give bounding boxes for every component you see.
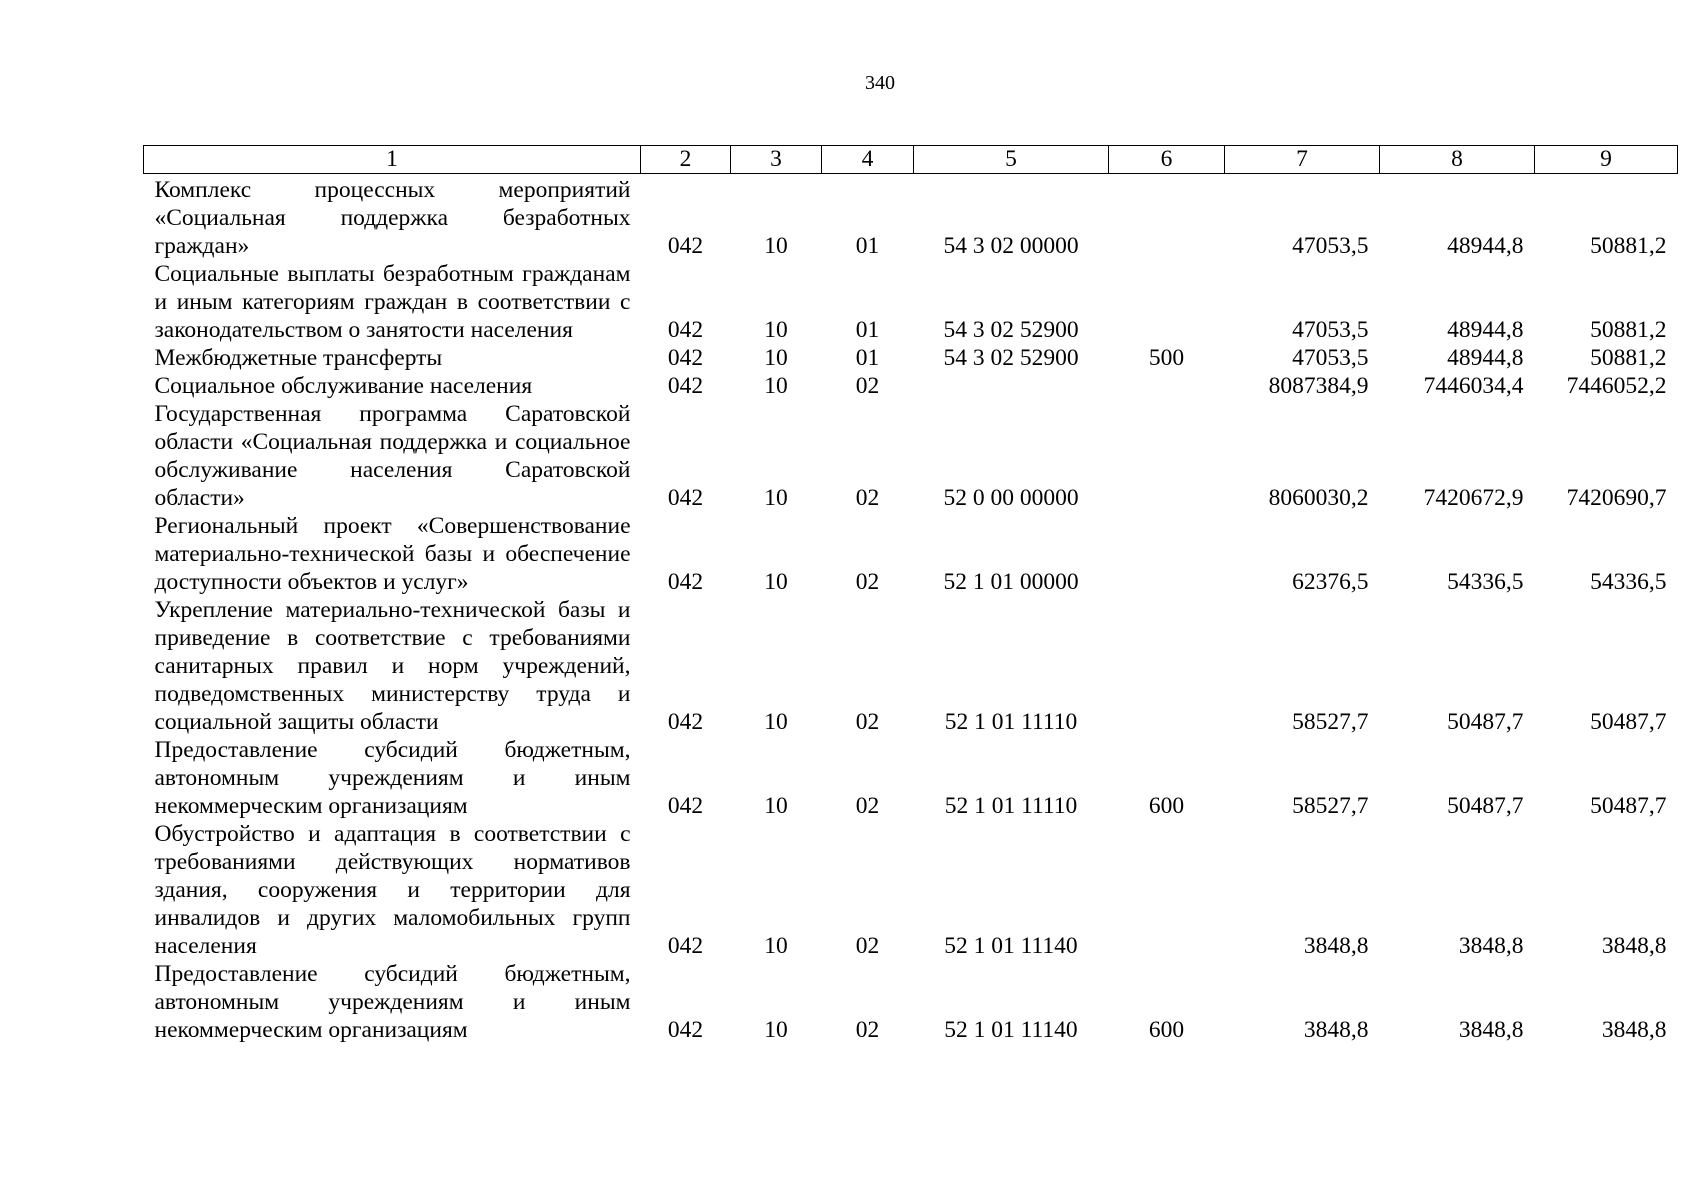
cell-col-5: 52 1 01 11110 [944, 793, 1078, 819]
cell-col-6 [1109, 400, 1225, 512]
column-header-1: 1 [144, 146, 641, 174]
cell-col-4: 02 [855, 709, 880, 735]
column-header-6: 6 [1109, 146, 1225, 174]
cell-col-5: 52 1 01 11140 [944, 1017, 1078, 1043]
cell-col-3: 10 [764, 317, 788, 343]
table-row [144, 372, 1678, 400]
cell-col-7: 8087384,9 [1268, 373, 1369, 399]
cell-col-5: 54 3 02 52900 [943, 345, 1079, 371]
row-name: Государственная программа Саратовской области «Социальная поддержка и социальное обслуживание населения Саратовской области» [154, 401, 631, 511]
column-header-5: 5 [914, 146, 1109, 174]
cell-col-5: 54 3 02 52900 [943, 317, 1079, 343]
cell-col-8: 50487,7 [1447, 793, 1524, 819]
cell-col-8: 7420672,9 [1423, 485, 1524, 511]
cell-col-2: 042 [667, 373, 704, 399]
cell-col-9: 50881,2 [1590, 233, 1667, 259]
cell-col-3: 10 [764, 793, 788, 819]
table-row [144, 174, 1678, 261]
cell-col-8: 7446034,4 [1423, 373, 1524, 399]
cell-col-7: 8060030,2 [1268, 485, 1369, 511]
cell-col-8: 50487,7 [1447, 709, 1524, 735]
column-header-9: 9 [1535, 146, 1678, 174]
column-header-4: 4 [822, 146, 914, 174]
cell-col-8: 54336,5 [1447, 569, 1524, 595]
cell-col-6 [1109, 372, 1225, 400]
cell-col-2: 042 [667, 709, 704, 735]
cell-col-6: 600 [1148, 1017, 1185, 1043]
row-name: Социальное обслуживание населения [154, 373, 533, 399]
cell-col-4: 02 [855, 793, 880, 819]
cell-col-2: 042 [667, 569, 704, 595]
row-name: Предоставление субсидий бюджетным, автономным учреждениям и иным некоммерческим организациям [154, 737, 631, 819]
cell-col-6 [1109, 260, 1225, 344]
cell-col-3: 10 [764, 709, 788, 735]
cell-col-6: 600 [1148, 793, 1185, 819]
cell-col-2: 042 [667, 485, 704, 511]
cell-col-4: 02 [855, 569, 880, 595]
cell-col-9: 7420690,7 [1566, 485, 1667, 511]
cell-col-5: 54 3 02 00000 [943, 233, 1079, 259]
row-name: Региональный проект «Совершенствование материально-технической базы и обеспечение доступности объектов и услуг» [154, 513, 631, 595]
cell-col-3: 10 [764, 569, 788, 595]
row-name: Укрепление материально-технической базы и приведение в соответствие с требованиями санитарных правил и норм учреждений, подведомственных министерству труда и социальной защиты области [154, 597, 631, 735]
cell-col-4: 02 [855, 1017, 880, 1043]
cell-col-8: 48944,8 [1447, 317, 1524, 343]
cell-col-6 [1109, 512, 1225, 596]
table-row [144, 736, 1678, 820]
cell-col-7: 58527,7 [1292, 793, 1369, 819]
cell-col-5 [914, 372, 1109, 400]
cell-col-9: 50487,7 [1590, 793, 1667, 819]
cell-col-9: 3848,8 [1601, 933, 1667, 959]
table-row [144, 260, 1678, 344]
cell-col-4: 02 [855, 933, 880, 959]
cell-col-5: 52 1 01 00000 [943, 569, 1079, 595]
table-row [144, 960, 1678, 1044]
cell-col-9: 7446052,2 [1566, 373, 1667, 399]
table-row [144, 344, 1678, 372]
row-name: Комплекс процессных мероприятий «Социальная поддержка безработных граждан» [154, 177, 631, 259]
cell-col-4: 02 [855, 373, 880, 399]
table-row [144, 512, 1678, 596]
table-body [144, 174, 1678, 1045]
cell-col-6 [1109, 174, 1225, 261]
cell-col-9: 3848,8 [1601, 1017, 1667, 1043]
cell-col-4: 01 [855, 233, 880, 259]
cell-col-5: 52 0 00 00000 [943, 485, 1079, 511]
cell-col-8: 3848,8 [1458, 933, 1524, 959]
cell-col-5: 52 1 01 11140 [944, 933, 1078, 959]
table-header-row [144, 146, 1678, 174]
cell-col-6 [1109, 820, 1225, 960]
cell-col-3: 10 [764, 485, 788, 511]
cell-col-2: 042 [667, 345, 704, 371]
cell-col-3: 10 [764, 345, 788, 371]
cell-col-7: 3848,8 [1303, 933, 1369, 959]
column-header-7: 7 [1225, 146, 1380, 174]
budget-table [143, 145, 1678, 1044]
cell-col-7: 47053,5 [1292, 317, 1369, 343]
cell-col-3: 10 [764, 933, 788, 959]
cell-col-7: 47053,5 [1292, 345, 1369, 371]
cell-col-8: 3848,8 [1458, 1017, 1524, 1043]
cell-col-3: 10 [764, 233, 788, 259]
cell-col-2: 042 [667, 1017, 704, 1043]
cell-col-2: 042 [667, 933, 704, 959]
cell-col-7: 62376,5 [1292, 569, 1369, 595]
cell-col-5: 52 1 01 11110 [944, 709, 1078, 735]
cell-col-4: 01 [855, 345, 880, 371]
cell-col-2: 042 [667, 793, 704, 819]
cell-col-6 [1109, 596, 1225, 736]
table-row [144, 400, 1678, 512]
table-row [144, 820, 1678, 960]
column-header-2: 2 [641, 146, 731, 174]
cell-col-3: 10 [764, 1017, 788, 1043]
cell-col-7: 58527,7 [1292, 709, 1369, 735]
cell-col-2: 042 [667, 233, 704, 259]
cell-col-9: 50881,2 [1590, 345, 1667, 371]
cell-col-2: 042 [667, 317, 704, 343]
cell-col-8: 48944,8 [1447, 345, 1524, 371]
page-number: 340 [865, 72, 895, 94]
cell-col-9: 54336,5 [1590, 569, 1667, 595]
row-name: Обустройство и адаптация в соответствии с требованиями действующих нормативов здания, сооружения и территории для инвалидов и других маломобильных групп населения [154, 821, 631, 959]
row-name: Предоставление субсидий бюджетным, автономным учреждениям и иным некоммерческим организациям [154, 961, 631, 1043]
table-row [144, 596, 1678, 736]
cell-col-4: 02 [855, 485, 880, 511]
row-name: Межбюджетные трансферты [154, 345, 443, 371]
cell-col-7: 47053,5 [1292, 233, 1369, 259]
cell-col-3: 10 [764, 373, 788, 399]
cell-col-4: 01 [855, 317, 880, 343]
cell-col-7: 3848,8 [1303, 1017, 1369, 1043]
cell-col-8: 48944,8 [1447, 233, 1524, 259]
column-header-3: 3 [731, 146, 822, 174]
cell-col-6: 500 [1148, 345, 1185, 371]
cell-col-9: 50487,7 [1590, 709, 1667, 735]
column-header-8: 8 [1380, 146, 1535, 174]
row-name: Социальные выплаты безработным гражданам и иным категориям граждан в соответствии с законодательством о занятости населения [154, 261, 631, 343]
cell-col-9: 50881,2 [1590, 317, 1667, 343]
